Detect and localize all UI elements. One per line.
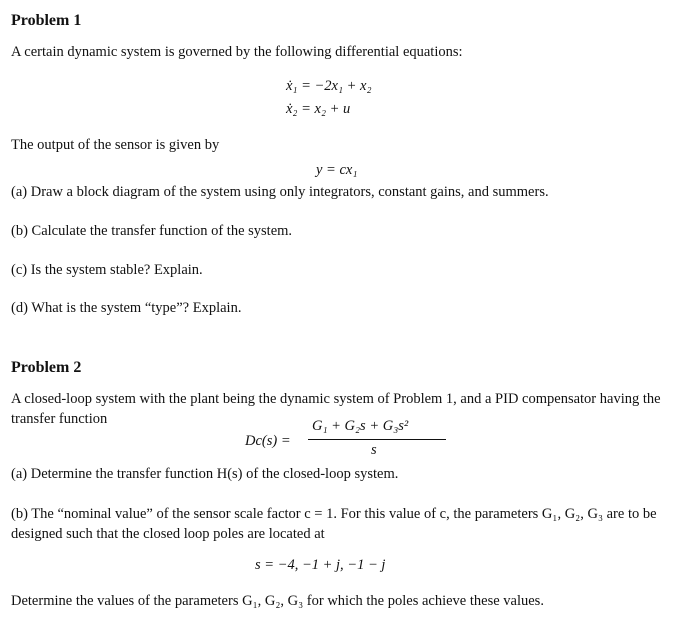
dc-fraction [308, 418, 446, 462]
pole-locations: s = −4, −1 + j, −1 − j [255, 557, 386, 573]
problem2-title: Problem 2 [11, 359, 82, 376]
problem1-part-c: (c) Is the system stable? Explain. [11, 262, 203, 278]
equation-x1-dot: ẋ₁ = −2x₁ + x₂ [286, 78, 372, 94]
output-equation: y = cx₁ [316, 162, 358, 178]
sensor-text: The output of the sensor is given by [11, 137, 220, 153]
problem2-part-b: (b) The “nominal value” of the sensor scale factor c = 1. For this value of c, the parameters G₁, G₂, G₃ are to be designed such that the closed loop poles are located at [11, 506, 657, 542]
problem1-part-b: (b) Calculate the transfer function of the system. [11, 223, 293, 239]
equation-x2-dot: ẋ₂ = x₂ + u [286, 101, 351, 117]
problem1-part-a: (a) Draw a block diagram of the system using only integrators, constant gains, and summers. [11, 184, 549, 200]
dc-numerator: G₁ + G₂s + G₃s² [312, 418, 409, 434]
problem2-part-a: (a) Determine the transfer function H(s) of the closed-loop system. [11, 466, 399, 482]
problem1-title: Problem 1 [11, 12, 82, 29]
problem2-final: Determine the values of the parameters G₁, G₂, G₃ for which the poles achieve these values. [11, 593, 544, 609]
dc-denominator: s [371, 442, 377, 458]
problem1-intro: A certain dynamic system is governed by the following differential equations: [11, 44, 463, 60]
fraction-bar [308, 439, 446, 440]
problem1-part-d: (d) What is the system “type”? Explain. [11, 300, 242, 316]
problem2-intro: A closed-loop system with the plant being the dynamic system of Problem 1, and a PID compensator having the transfer function [11, 391, 661, 427]
dc-lhs: Dc(s) = [245, 433, 291, 449]
